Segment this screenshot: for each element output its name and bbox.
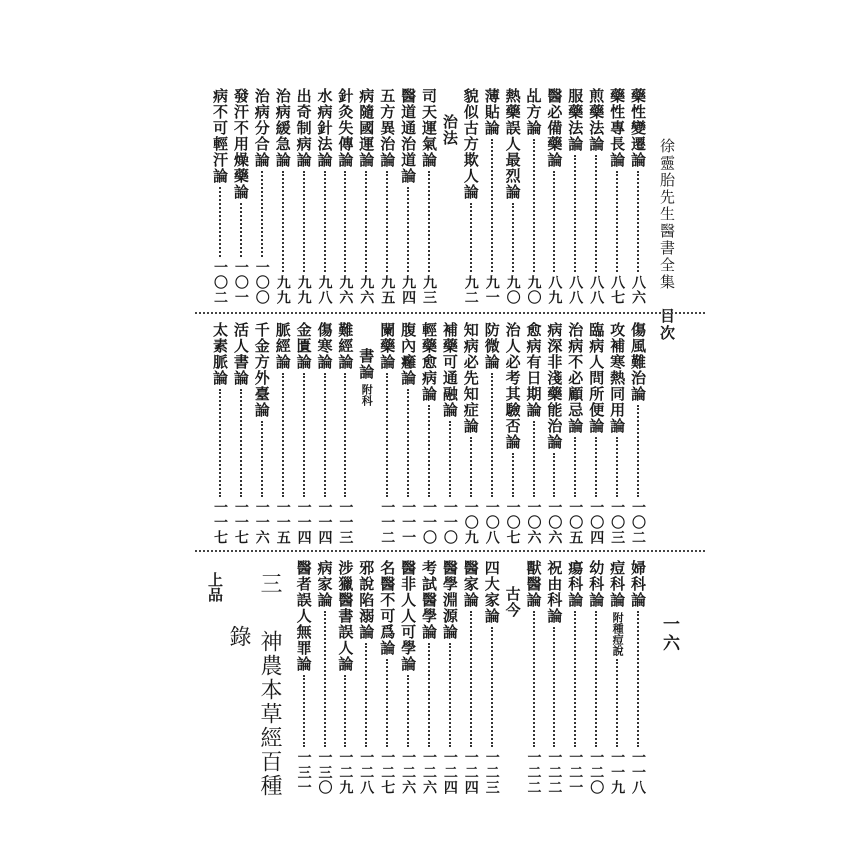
toc-entry-title: 傷寒論: [315, 322, 334, 370]
toc-entry[interactable]: [544, 322, 564, 545]
dot-leader: [533, 139, 535, 272]
toc-entry[interactable]: [524, 88, 544, 305]
toc-entry-title: 熱藥誤人最烈論: [503, 88, 522, 200]
dot-leader: [407, 389, 409, 497]
toc-entry-title: 藥性變遷論: [629, 88, 647, 168]
toc-entry-title: 醫非人人可學論: [399, 560, 418, 672]
toc-entry-page: 一〇〇: [253, 260, 270, 305]
toc-entry-page: 一〇三: [609, 500, 626, 545]
toc-entry[interactable]: [482, 322, 502, 545]
toc-entry-title: 腹內癰論: [399, 322, 418, 386]
toc-entry[interactable]: [335, 560, 355, 795]
toc-entry-title: 獸醫論: [524, 560, 543, 608]
toc-entry-page: 一〇五: [567, 500, 584, 545]
toc-entry-page: 九五: [379, 275, 396, 305]
toc-entry-page: 九一: [483, 275, 500, 305]
toc-entry-page: 一二一: [567, 750, 584, 795]
dot-leader: [470, 611, 472, 747]
dot-leader: [428, 405, 430, 497]
toc-entry[interactable]: [586, 560, 606, 795]
toc-entry-title: 醫必備藥論: [545, 88, 564, 168]
toc-entry-page: 一一四: [316, 500, 333, 545]
dot-leader: [491, 139, 493, 272]
toc-entry-title: 病家論: [315, 560, 334, 608]
toc-entry-page: 九二: [462, 275, 479, 305]
toc-section-heading: [503, 560, 523, 795]
toc-entry-page: 一〇一: [232, 260, 249, 305]
toc-entry-title: 醫者誤人無罪論: [294, 560, 313, 672]
toc-entry-page: 一一四: [295, 500, 312, 545]
dot-leader: [261, 421, 263, 497]
toc-entry-title: 治病不必顧忌論: [566, 322, 585, 434]
dot-leader: [240, 389, 242, 497]
toc-entry-title: 服藥法論: [566, 88, 585, 152]
toc-entry[interactable]: [607, 560, 627, 795]
dot-leader: [637, 611, 639, 747]
dot-leader: [491, 627, 493, 747]
toc-entry-title: 難經論: [336, 322, 355, 370]
toc-entry[interactable]: [231, 88, 251, 305]
dot-leader: [637, 171, 639, 272]
toc-entry-title: 薄貼論: [482, 88, 501, 136]
toc-entry-title: 臨病人問所便論: [587, 322, 606, 434]
dot-leader: [324, 373, 326, 497]
dot-leader: [407, 675, 409, 747]
toc-entry-title: 脈經論: [273, 322, 292, 370]
dot-leader: [637, 405, 639, 497]
toc-entry[interactable]: [398, 88, 418, 305]
toc-entry-title: 治法: [440, 114, 459, 146]
toc-entry-page: 八六: [630, 275, 646, 305]
toc-entry[interactable]: [273, 88, 293, 305]
toc-entry-title: 防微論: [482, 322, 501, 370]
toc-entry-page: 一二六: [421, 750, 437, 795]
toc-entry-page: 一二四: [441, 750, 458, 795]
dot-leader: [533, 421, 535, 497]
toc-entry-page: 一一六: [253, 500, 270, 545]
toc-entry-page: 一〇八: [483, 500, 500, 545]
toc-entry-page: 九〇: [525, 275, 542, 305]
toc-entry[interactable]: [294, 322, 314, 545]
toc-entry-title: 治病緩急論: [273, 88, 292, 168]
toc-entry-title: 名醫不可爲論: [378, 560, 397, 656]
toc-entry[interactable]: [607, 88, 627, 305]
toc-entry-page: 一一一: [400, 500, 417, 545]
toc-entry[interactable]: [565, 560, 585, 795]
toc-entry-title: 醫道通治道論: [399, 88, 418, 184]
dot-leader: [491, 373, 493, 497]
toc-entry-title: 攻補寒熱同用論: [608, 322, 627, 434]
toc-entry[interactable]: [461, 560, 481, 795]
toc-entry-title: 治病分合論: [252, 88, 271, 168]
dot-leader: [595, 155, 597, 272]
dot-leader: [386, 171, 388, 272]
section3-title: 神農本草經百種: [257, 630, 282, 798]
dot-leader: [428, 171, 430, 272]
toc-entry-page: 一〇九: [462, 500, 479, 545]
toc-entry-page: 一二二: [546, 750, 563, 795]
dot-leader: [240, 203, 242, 257]
toc-entry[interactable]: [356, 88, 376, 305]
toc-entry-title: 貌似古方欺人論: [461, 88, 480, 200]
toc-entry[interactable]: [544, 560, 564, 795]
toc-entry-title: 邪說陷溺論: [357, 560, 376, 640]
toc-entry[interactable]: [524, 560, 544, 795]
toc-entry-page: 一〇四: [588, 500, 605, 545]
toc-entry-page: 一一七: [212, 500, 228, 545]
dot-leader: [616, 171, 618, 272]
toc-entry-page: 一一三: [337, 500, 354, 545]
dot-leader: [344, 373, 346, 497]
dot-leader: [533, 611, 535, 747]
toc-entry[interactable]: [440, 322, 460, 545]
toc-entry-title: 針灸失傳論: [336, 88, 355, 168]
dot-leader: [428, 643, 430, 747]
toc-entry[interactable]: [419, 560, 439, 795]
toc-entry-title: 太素脈論: [211, 322, 229, 386]
toc-entry[interactable]: [398, 560, 418, 795]
toc-entry-title: 幼科論: [587, 560, 606, 608]
toc-entry-page: 九九: [295, 275, 312, 305]
toc-entry[interactable]: [461, 322, 481, 545]
toc-entry-title: 知病必先知症論: [461, 322, 480, 434]
toc-entry[interactable]: [377, 560, 397, 795]
toc-entry[interactable]: [273, 322, 293, 545]
dot-leader: [553, 453, 555, 497]
dot-leader: [449, 421, 451, 497]
toc-entry-title: 病不可輕汗論: [211, 88, 229, 184]
dot-leader: [470, 203, 472, 272]
toc-entry-page: 一〇七: [504, 500, 521, 545]
toc-entry-page: 九〇: [504, 275, 521, 305]
dot-leader: [553, 627, 555, 747]
dot-leader: [303, 675, 305, 747]
dot-leader: [219, 389, 221, 497]
toc-entry-note: 附科: [360, 384, 374, 406]
toc-entry[interactable]: [524, 322, 544, 545]
toc-entry[interactable]: [419, 322, 439, 545]
dot-leader: [282, 373, 284, 497]
toc-entry-page: 一二七: [379, 750, 396, 795]
dot-leader: [303, 171, 305, 272]
section3-number: 三: [257, 572, 282, 594]
toc-entry-title: 五方異治論: [378, 88, 397, 168]
toc-entry-page: 九四: [400, 275, 417, 305]
toc-entry-title: 治人必考其驗否論: [503, 322, 522, 450]
toc-entry[interactable]: [252, 88, 272, 305]
toc-entry-title: 醫學淵源論: [440, 560, 459, 640]
toc-entry-page: 九六: [337, 275, 354, 305]
toc-entry[interactable]: [398, 322, 418, 545]
toc-entry-page: 一一〇: [441, 500, 458, 545]
toc-entry-page: 一一九: [609, 750, 626, 795]
toc-entry[interactable]: [419, 88, 439, 305]
toc-entry[interactable]: [482, 560, 502, 795]
toc-entry[interactable]: [586, 88, 606, 305]
toc-entry-title: 書論: [357, 348, 376, 380]
toc-entry-title: 活人書論: [231, 322, 250, 386]
band-divider: [195, 550, 705, 552]
dot-leader: [595, 611, 597, 747]
toc-entry[interactable]: [586, 322, 606, 545]
toc-entry-page: 九六: [358, 275, 375, 305]
book-title: 徐靈胎先生醫書全集: [658, 138, 676, 291]
dot-leader: [574, 437, 576, 497]
toc-entry[interactable]: [607, 322, 627, 545]
toc-entry-title: 藥性專長論: [608, 88, 627, 168]
toc-entry-page: 一二九: [337, 750, 354, 795]
toc-entry-page: 一一〇: [421, 500, 437, 545]
toc-entry[interactable]: [461, 88, 481, 305]
toc-entry[interactable]: [252, 322, 272, 545]
dot-leader: [386, 659, 388, 747]
dot-leader: [282, 171, 284, 272]
toc-entry[interactable]: [377, 88, 397, 305]
toc-entry[interactable]: [628, 88, 648, 305]
dot-leader: [616, 659, 618, 747]
toc-entry-title: 病深非淺藥能治論: [545, 322, 564, 450]
toc-entry-title: 瘍科論: [566, 560, 585, 608]
toc-entry-title: 古今: [503, 586, 522, 618]
dot-leader: [512, 203, 514, 272]
toc-entry[interactable]: [356, 560, 376, 795]
toc-entry[interactable]: [628, 560, 648, 795]
toc-entry-page: 一二〇: [588, 750, 605, 795]
dot-leader: [470, 437, 472, 497]
dot-leader: [449, 643, 451, 747]
dot-leader: [595, 437, 597, 497]
toc-entry-page: 一〇六: [525, 500, 542, 545]
toc-entry[interactable]: [482, 88, 502, 305]
dot-leader: [553, 171, 555, 272]
toc-entry-page: 一二六: [400, 750, 417, 795]
dot-leader: [574, 155, 576, 272]
section3-subheading: 上品: [206, 572, 224, 602]
toc-entry-page: 八九: [546, 275, 563, 305]
toc-entry[interactable]: [544, 88, 564, 305]
toc-entry-page: 一一八: [630, 750, 646, 795]
dot-leader: [344, 171, 346, 272]
toc-entry[interactable]: [628, 322, 648, 545]
dot-leader: [324, 611, 326, 747]
toc-entry-title: 水病針法論: [315, 88, 334, 168]
toc-entry-note: 附種痘說: [611, 612, 625, 656]
toc-entry-page: 一一五: [274, 500, 291, 545]
toc-entry-title: 乩方論: [524, 88, 543, 136]
dot-leader: [324, 171, 326, 272]
toc-entry-title: 傷風難治論: [629, 322, 647, 402]
toc-entry-page: 一三一: [295, 750, 312, 795]
toc-section-heading: [440, 88, 460, 305]
toc-entry-page: 八八: [567, 275, 584, 305]
toc-entry-title: 煎藥法論: [587, 88, 606, 152]
toc-entry[interactable]: [565, 88, 585, 305]
dot-leader: [219, 187, 221, 257]
toc-entry-title: 司天運氣論: [420, 88, 438, 168]
toc-entry[interactable]: [231, 322, 251, 545]
toc-entry-title: 愈病有日期論: [524, 322, 543, 418]
toc-entry[interactable]: [440, 560, 460, 795]
dot-leader: [365, 643, 367, 747]
toc-entry-page: 一二四: [462, 750, 479, 795]
toc-entry-page: 一三〇: [316, 750, 333, 795]
toc-entry-page: 九三: [421, 275, 437, 305]
toc-entry-page: 一二八: [358, 750, 375, 795]
toc-entry[interactable]: [315, 560, 335, 795]
dot-leader: [574, 611, 576, 747]
toc-entry[interactable]: [565, 322, 585, 545]
toc-entry-page: 八八: [588, 275, 605, 305]
toc-entry-title: 婦科論: [629, 560, 647, 608]
toc-entry[interactable]: [210, 322, 230, 545]
toc-entry-page: 一〇二: [212, 260, 228, 305]
toc-entry[interactable]: [503, 88, 523, 305]
toc-section-heading: [356, 322, 376, 545]
toc-entry-page: 九九: [274, 275, 291, 305]
dot-leader: [261, 171, 263, 257]
toc-entry[interactable]: [210, 88, 230, 305]
toc-entry[interactable]: [377, 322, 397, 545]
toc-entry-title: 考試醫學論: [420, 560, 438, 640]
dot-leader: [512, 453, 514, 497]
toc-entry-title: 四大家論: [482, 560, 501, 624]
toc-entry-page: 一一二: [379, 500, 396, 545]
dot-leader: [344, 675, 346, 747]
dot-leader: [616, 437, 618, 497]
toc-entry-title: 輕藥愈病論: [420, 322, 438, 402]
toc-entry[interactable]: [503, 322, 523, 545]
toc-entry-title: 金匱論: [294, 322, 313, 370]
toc-entry-page: 一二二: [525, 750, 542, 795]
toc-entry-page: 八七: [609, 275, 626, 305]
toc-entry[interactable]: [315, 88, 335, 305]
toc-entry-title: 祝由科論: [545, 560, 564, 624]
toc-entry-title: 涉獵醫書誤人論: [336, 560, 355, 672]
dot-leader: [386, 373, 388, 497]
band-divider: [195, 312, 705, 314]
toc-entry-title: 闌藥論: [378, 322, 397, 370]
toc-entry[interactable]: [294, 88, 314, 305]
toc-entry-title: 補藥可通融論: [440, 322, 459, 418]
toc-entry-page: 一〇二: [630, 500, 646, 545]
toc-entry[interactable]: [294, 560, 314, 795]
toc-entry[interactable]: [315, 322, 335, 545]
dot-leader: [303, 373, 305, 497]
section-label: 目次: [658, 308, 676, 342]
toc-entry-page: 一〇六: [546, 500, 563, 545]
toc-entry-title: 病隨國運論: [357, 88, 376, 168]
toc-entry-title: 千金方外臺論: [252, 322, 271, 418]
toc-entry-page: 一二三: [483, 750, 500, 795]
dot-leader: [407, 187, 409, 272]
section3-lu: 錄: [226, 625, 251, 647]
dot-leader: [365, 171, 367, 272]
toc-entry-page: 一一七: [232, 500, 249, 545]
toc-entry-title: 醫家論: [461, 560, 480, 608]
toc-entry[interactable]: [335, 322, 355, 545]
toc-entry-title: 痘科論: [608, 560, 627, 608]
toc-entry-title: 發汗不用燥藥論: [231, 88, 250, 200]
toc-entry-title: 出奇制病論: [294, 88, 313, 168]
toc-entry[interactable]: [335, 88, 355, 305]
page-number: 一六: [659, 615, 679, 653]
toc-entry-page: 九八: [316, 275, 333, 305]
